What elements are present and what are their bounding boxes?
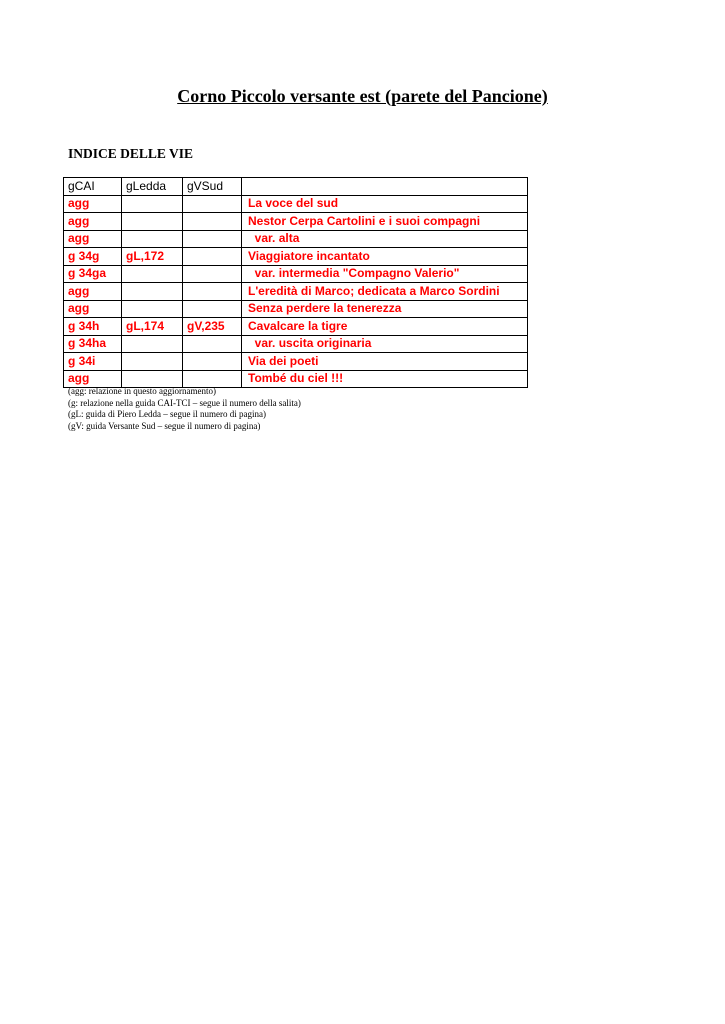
cell-gcai: agg — [64, 195, 122, 213]
cell-gledda: gL,174 — [122, 318, 183, 336]
cell-gvsud — [183, 370, 242, 388]
cell-gledda — [122, 265, 183, 283]
table-row — [64, 195, 528, 213]
cell-gledda: gL,172 — [122, 248, 183, 266]
cell-gledda — [122, 335, 183, 353]
cell-gledda — [122, 213, 183, 231]
note-gv: (gV: guida Versante Sud – segue il numero di pagina) — [68, 420, 261, 431]
header-gledda: gLedda — [122, 178, 183, 196]
cell-route-name: Via dei poeti — [242, 353, 528, 371]
table-row — [64, 283, 528, 301]
cell-gcai: agg — [64, 300, 122, 318]
cell-gvsud — [183, 265, 242, 283]
cell-gvsud — [183, 353, 242, 371]
cell-route-name: L'eredità di Marco; dedicata a Marco Sordini — [242, 283, 528, 301]
cell-gvsud — [183, 230, 242, 248]
cell-route-name: Cavalcare la tigre — [242, 318, 528, 336]
cell-gcai: g 34ga — [64, 265, 122, 283]
routes-table — [63, 177, 528, 388]
cell-route-name: var. alta — [242, 230, 528, 248]
cell-gvsud — [183, 283, 242, 301]
cell-gcai: agg — [64, 213, 122, 231]
cell-gcai: agg — [64, 230, 122, 248]
header-gvsud: gVSud — [183, 178, 242, 196]
cell-route-name: La voce del sud — [242, 195, 528, 213]
cell-route-name: var. uscita originaria — [242, 335, 528, 353]
cell-route-name: Viaggiatore incantato — [242, 248, 528, 266]
header-route-name — [242, 178, 528, 196]
cell-gledda — [122, 195, 183, 213]
note-agg: (agg: relazione in questo aggiornamento) — [68, 386, 216, 396]
cell-gledda — [122, 353, 183, 371]
note-g: (g: relazione nella guida CAI-TCI – segue il numero della salita) — [68, 397, 301, 408]
table-row — [64, 213, 528, 231]
cell-gcai: g 34g — [64, 248, 122, 266]
cell-route-name: Tombé du ciel !!! — [242, 370, 528, 388]
table-row — [64, 353, 528, 371]
table-row — [64, 370, 528, 388]
legend-notes — [68, 386, 301, 432]
table-row — [64, 335, 528, 353]
index-heading: INDICE DELLE VIE — [68, 146, 194, 161]
table-row — [64, 265, 528, 283]
table-header-row — [64, 178, 528, 196]
cell-route-name: var. intermedia "Compagno Valerio" — [242, 265, 528, 283]
header-gcai: gCAI — [64, 178, 122, 196]
table-row — [64, 318, 528, 336]
cell-gledda — [122, 300, 183, 318]
cell-route-name: Nestor Cerpa Cartolini e i suoi compagni — [242, 213, 528, 231]
cell-gvsud — [183, 335, 242, 353]
cell-gledda — [122, 370, 183, 388]
cell-gcai: g 34ha — [64, 335, 122, 353]
cell-gledda — [122, 283, 183, 301]
cell-gcai: agg — [64, 370, 122, 388]
page-title: Corno Piccolo versante est (parete del Pancione) — [177, 86, 548, 106]
cell-gcai: agg — [64, 283, 122, 301]
table-row — [64, 248, 528, 266]
cell-gvsud — [183, 300, 242, 318]
cell-gcai: g 34h — [64, 318, 122, 336]
cell-gvsud — [183, 195, 242, 213]
cell-gvsud — [183, 213, 242, 231]
cell-route-name: Senza perdere la tenerezza — [242, 300, 528, 318]
cell-gledda — [122, 230, 183, 248]
cell-gvsud — [183, 248, 242, 266]
table-row — [64, 230, 528, 248]
cell-gvsud: gV,235 — [183, 318, 242, 336]
table-row — [64, 300, 528, 318]
note-gl: (gL: guida di Piero Ledda – segue il numero di pagina) — [68, 409, 266, 419]
cell-gcai: g 34i — [64, 353, 122, 371]
